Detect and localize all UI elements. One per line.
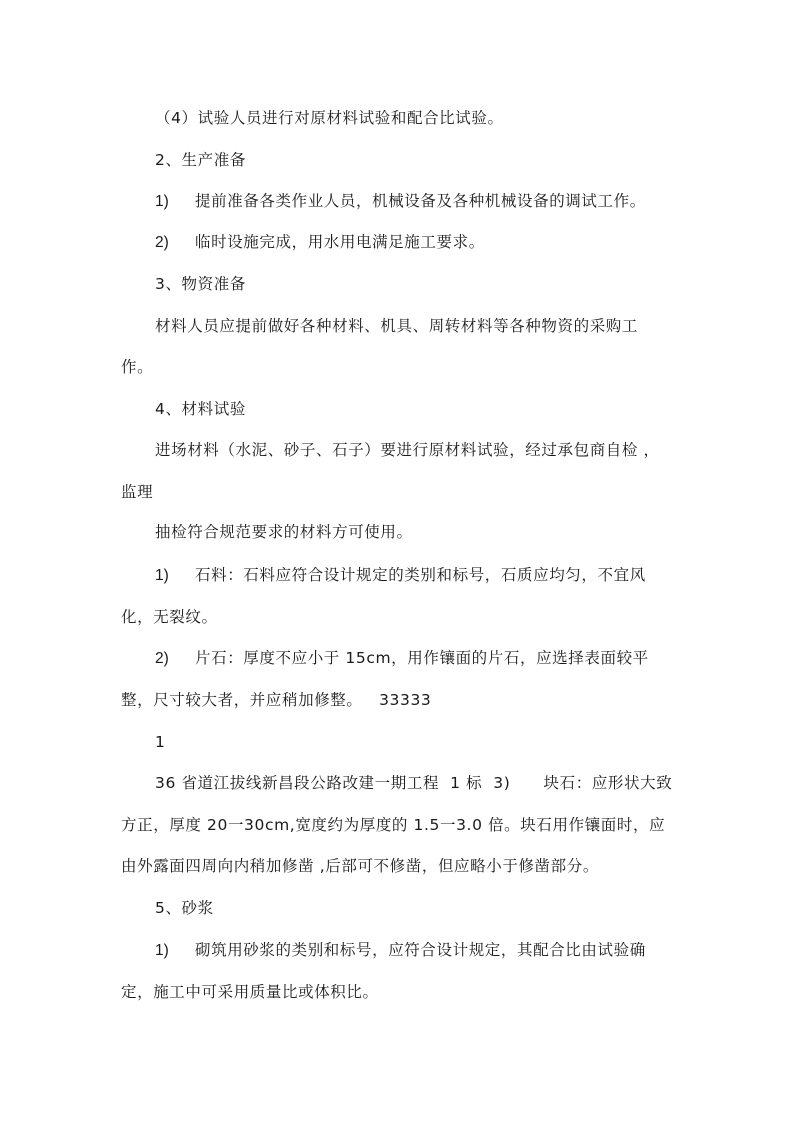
text-line: 抽检符合规范要求的材料方可使用。: [155, 523, 413, 541]
text-line: 整，尺寸较大者，并应稍加修整。 33333: [121, 691, 432, 709]
list-item: 1) 石料：石料应符合设计规定的类别和标号，石质应均匀，不宜风: [155, 566, 646, 584]
section-heading: 4、材料试验: [155, 400, 246, 418]
list-number: 1): [155, 193, 169, 210]
page-number: 1: [155, 733, 166, 751]
list-item: 1) 砌筑用砂浆的类别和标号，应符合设计规定，其配合比由试验确: [155, 941, 646, 959]
text-line: 作。: [121, 358, 154, 376]
text-line: 进场材料（水泥、砂子、石子）要进行原材料试验，经过承包商自检 ，: [155, 441, 660, 459]
text-line: 材料人员应提前做好各种材料、机具、周转材料等各种物资的采购工: [155, 317, 639, 335]
list-number: 1): [155, 942, 169, 959]
text-line: 监理: [121, 483, 154, 501]
section-heading: 3、物资准备: [155, 275, 246, 293]
text-line: 由外露面四周向内稍加修凿 ,后部可不修凿，但应略小于修凿部分。: [121, 857, 599, 875]
section-heading: 2、生产准备: [155, 151, 246, 169]
text-line: 36 省道江拔线新昌段公路改建一期工程 1 标 3) 块石：应形状大致: [155, 774, 673, 792]
list-number: 1): [155, 567, 169, 584]
list-item: 2) 临时设施完成，用水用电满足施工要求。: [155, 233, 485, 251]
text-line: 方正，厚度 20一30cm,宽度约为厚度的 1.5一3.0 倍。块石用作镶面时，应: [121, 816, 666, 834]
list-number: 2): [155, 650, 169, 667]
text-line: （4）试验人员进行对原材料试验和配合比试验。: [155, 109, 504, 127]
list-number: 2): [155, 234, 169, 251]
list-item: 1) 提前准备各类作业人员，机械设备及各种机械设备的调试工作。: [155, 192, 646, 210]
section-heading: 5、砂浆: [155, 899, 214, 917]
list-item: 2) 片石：厚度不应小于 15cm，用作镶面的片石，应选择表面较平: [155, 649, 649, 667]
text-line: 化，无裂纹。: [121, 608, 218, 626]
text-line: 定，施工中可采用质量比或体积比。: [121, 983, 379, 1001]
